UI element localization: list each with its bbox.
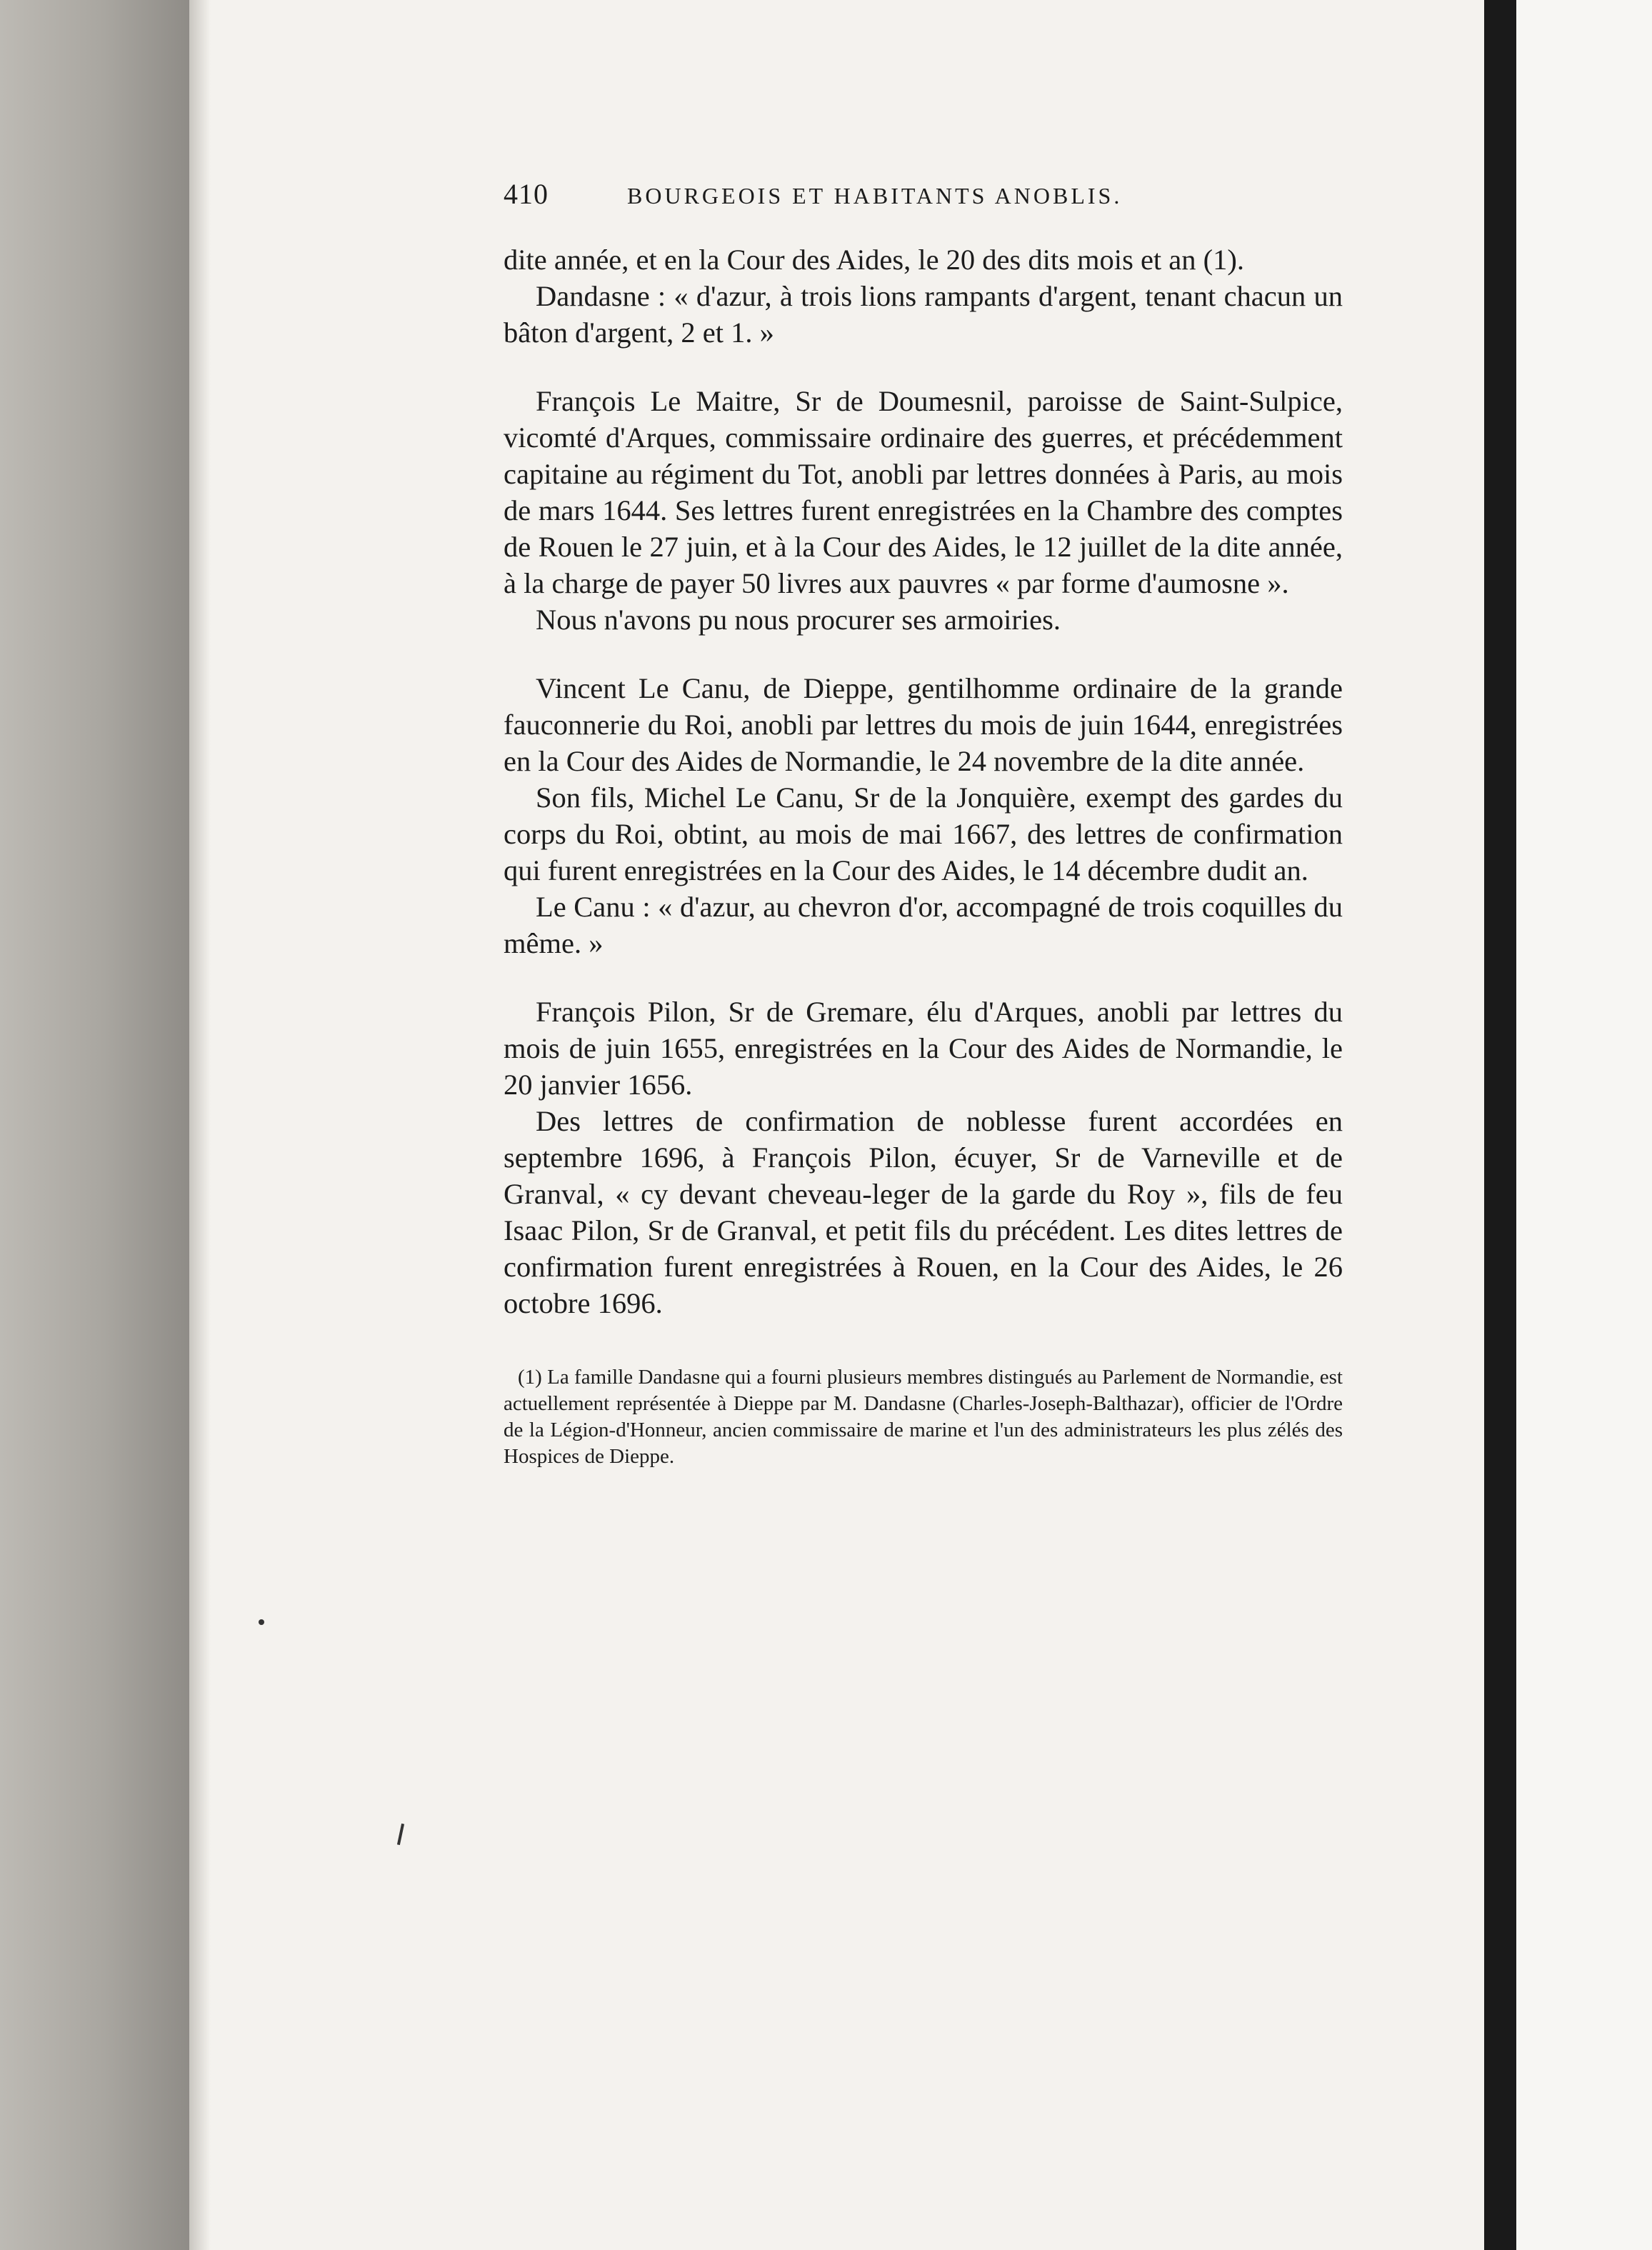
section-gap	[504, 638, 1343, 670]
paragraph: Le Canu : « d'azur, au chevron d'or, accompagné de trois coquilles du même. »	[504, 891, 1343, 959]
ink-speck	[259, 1619, 264, 1625]
paragraph: Des lettres de confirmation de noblesse furent accordées en septembre 1696, à François Pilon, écuyer, Sr de Varneville et de Granval, « cy devant cheveau-leger de la garde du Roy », fils de feu Isaac Pilon, Sr de Granval, et petit fils du précédent. Les dites lettres de confirmation furent enregistrées à Rouen, en la Cour des Aides, le 26 octobre 1696.	[504, 1105, 1343, 1319]
scan-margin-left-edge	[189, 0, 211, 2250]
body-text	[504, 241, 1343, 1321]
scan-margin-left	[0, 0, 189, 2250]
paragraph: François Le Maitre, Sr de Doumesnil, paroisse de Saint-Sulpice, vicomté d'Arques, commissaire ordinaire des guerres, et précédemment capitaine au régiment du Tot, anobli par lettres données à Paris, au mois de mars 1644. Ses lettres furent enregistrées en la Chambre des comptes de Rouen le 27 juin, et à la Cour des Aides, le 12 juillet de la dite année, à la charge de payer 50 livres aux pauvres « par forme d'aumosne ».	[504, 385, 1343, 599]
scan-margin-right	[1516, 0, 1652, 2250]
ink-mark	[397, 1824, 404, 1845]
paragraph: François Pilon, Sr de Gremare, élu d'Arques, anobli par lettres du mois de juin 1655, enregistrées en la Cour des Aides de Normandie, le 20 janvier 1656.	[504, 996, 1343, 1101]
paragraph: Son fils, Michel Le Canu, Sr de la Jonquière, exempt des gardes du corps du Roi, obtint, au mois de mai 1667, des lettres de confirmation qui furent enregistrées en la Cour des Aides, le 14 décembre dudit an.	[504, 781, 1343, 886]
paragraph: Vincent Le Canu, de Dieppe, gentilhomme ordinaire de la grande fauconnerie du Roi, anobli par lettres du mois de juin 1644, enregistrées en la Cour des Aides de Normandie, le 24 novembre de la dite année.	[504, 672, 1343, 777]
footnote: (1) La famille Dandasne qui a fourni plusieurs membres distingués au Parlement de Normandie, est actuellement représentée à Dieppe par M. Dandasne (Charles-Joseph-Balthazar), officier de l'Ordre de la Légion-d'Honneur, ancien commissaire de marine et l'un des administrateurs les plus zélés des Hospices de Dieppe.	[504, 1366, 1343, 1468]
scan-binding-edge	[1484, 0, 1516, 2250]
section-gap	[504, 961, 1343, 994]
running-head	[504, 177, 1343, 220]
footnotes	[504, 1364, 1343, 1470]
paragraph: Dandasne : « d'azur, à trois lions rampants d'argent, tenant chacun un bâton d'argent, 2 et 1. »	[504, 280, 1343, 349]
paragraph: Nous n'avons pu nous procurer ses armoiries.	[536, 604, 1061, 636]
paragraph: dite année, et en la Cour des Aides, le 20 des dits mois et an (1).	[504, 244, 1245, 276]
section-gap	[504, 351, 1343, 383]
page-number: 410	[504, 178, 549, 210]
page	[504, 177, 1343, 1470]
running-title: BOURGEOIS ET HABITANTS ANOBLIS.	[627, 183, 1123, 209]
